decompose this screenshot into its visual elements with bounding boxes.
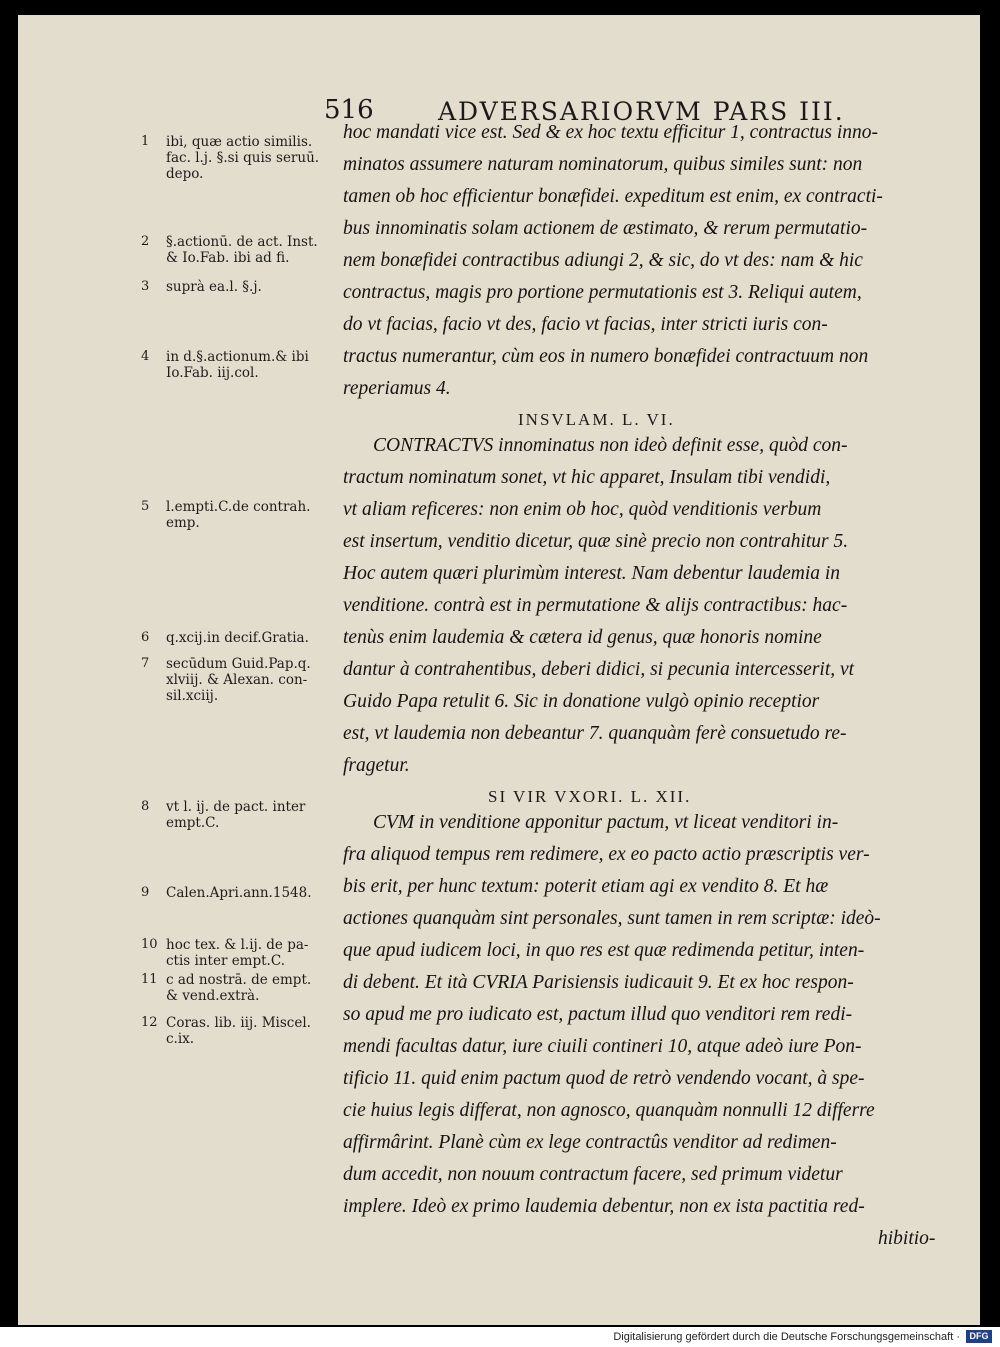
section-heading: INSVLAM. L. VI. [518,410,675,429]
text-line: bus innominatis solam actionem de æstimato, & rerum permutatio- [343,218,868,239]
text-line: dum accedit, non nouum contractum facere, sed primum videtur [343,1164,843,1185]
text-line: minatos assumere naturam nominatorum, quibus similes sunt: non [343,154,863,175]
text-line: est, vt laudemia non debeantur 7. quanquàm ferè consuetudo re- [343,723,847,744]
text-line: do vt facias, facio vt des, facio vt facias, inter stricti iuris con- [343,314,828,335]
text-line: Hoc autem quæri plurimùm interest. Nam debentur laudemia in [343,563,841,584]
text-line: fragetur. [343,755,410,776]
section-heading: SI VIR VXORI. L. XII. [488,787,692,806]
running-title: ADVERSARIORVM PARS III. [438,97,845,126]
text-line: CONTRACTVS innominatus non ideò definit esse, quòd con- [373,435,848,456]
text-line: reperiamus 4. [343,378,451,399]
text-line: CVM in venditione apponitur pactum, vt liceat venditori in- [373,812,839,833]
footer-bar [0,1327,1000,1347]
text-line: fra aliquod tempus rem redimere, ex eo pacto actio præscriptis ver- [343,844,870,865]
text-line: cie huius legis differat, non agnosco, quanquàm nonnulli 12 differre [343,1100,875,1121]
text-line: dantur à contrahentibus, deberi didici, si pecunia intercesserit, vt [343,659,855,680]
text-line: tificio 11. quid enim pactum quod de retrò vendendo vocant, à spe- [343,1068,865,1089]
text-line: tenùs enim laudemia & cætera id genus, quæ honoris nomine [343,627,822,648]
text-line: hibitio- [878,1228,936,1249]
book-page: 516 ADVERSARIORVM PARS III. 1 ibi, quæ actio similis. fac. l.j. §.si quis seruū. depo. 2 §.actionū. de act. Inst. & Io.Fab. ibi ad fi. 3 suprà ea.l. §.j. 4 in d.§.actionum.& ibi Io.Fab. iij.col. 5 l.empti.C.de contrah. emp. 6 q.xcij.in decif.Gratia. 7 secūdum Guid.Pap.q. xlviij. & Alexan. con- sil.xciij. 8 vt l. ij. de pact. inter empt.C. 9 Calen.Apri.ann.1548. 10 hoc tex. & l.ij. de pa- ctis inter empt.C. 11 c ad nostrā. de empt. & vend.extrà. 12 Coras. lib. iij. Miscel. c.ix. hoc mandati vice est. Sed & ex hoc textu efficitur 1, contractus inno- minatos assumere naturam nominatorum, quibus similes sunt: non tamen ob hoc efficientur bonæfidei. expeditum est enim, ex contracti- bus innominatis solam actionem de æstimato, & rerum permutatio- nem bonæfidei contractibus adiungi 2, & sic, do vt des: nam & hic contractus, magis pro portione permutationis est 3. Reliqui autem, do vt facias, facio vt des, facio vt facias, inter stricti iuris con- tractus numerantur, cùm eos in numero bonæfidei contractuum non reperiamus 4. INSVLAM. L. VI. CONTRACTVS innominatus non ideò definit esse, quòd con- tractum nominatum sonet, vt hic apparet, Insulam tibi vendidi, vt aliam reficeres: non enim ob hoc, quòd venditionis verbum est insertum, venditio dicetur, quæ sinè precio non contrahitur 5. Hoc autem quæri plurimùm interest. Nam debentur laudemia in venditione. contrà est in permutatione & alijs contractibus: hac- tenùs enim laudemia & cætera id genus, quæ honoris nomine dantur à contrahentibus, deberi didici, si pecunia intercesserit, vt Guido Papa retulit 6. Sic in donatione vulgò opinio receptior est, vt laudemia non debeantur 7. quanquàm ferè consuetudo re- fragetur. SI VIR VXORI. L. XII. CVM in venditione apponitur pactum, vt liceat venditori in- fra aliquod tempus rem redimere, ex eo pacto actio præscriptis ver- bis erit, per hunc textum: poterit etiam agi ex vendito 8. Et hæ actiones quanquàm sint personales, sunt tamen in rem scriptæ: ideò- que apud iudicem loci, in quo res est quæ redimenda petitur, inten- di debent. Et ità CVRIA Parisiensis iudicauit 9. Et ex hoc respon- so apud me pro iudicato est, pactum illud quo venditori rem redi- mendi facultas datur, iure ciuili contineri 10, atque adeò iure Pon- tificio 11. quid enim pactum quod de retrò vendendo vocant, à spe- cie huius legis differat, non agnosco, quanquàm nonnulli 12 differre affirmârint. Planè cùm ex lege contractûs venditor ad redimen- dum accedit, non nouum contractum facere, sed primum videtur implere. Ideò ex primo laudemia debentur, non ex ista pactitia red- hibitio- [18,15,980,1325]
dfg-logo: DFG [966,1330,992,1343]
text-line: que apud iudicem loci, in quo res est quæ redimenda petitur, inten- [343,940,865,961]
text-line: tractus numerantur, cùm eos in numero bonæfidei contractuum non [343,346,869,367]
text-line: bis erit, per hunc textum: poterit etiam agi ex vendito 8. Et hæ [343,876,829,897]
text-line: affirmârint. Planè cùm ex lege contractûs venditor ad redimen- [343,1132,837,1153]
text-line: di debent. Et ità CVRIA Parisiensis iudicauit 9. Et ex hoc respon- [343,972,854,993]
text-line: est insertum, venditio dicetur, quæ sinè precio non contrahitur 5. [343,531,849,552]
text-line: implere. Ideò ex primo laudemia debentur, non ex ista pactitia red- [343,1196,865,1217]
text-line: vt aliam reficeres: non enim ob hoc, quòd venditionis verbum [343,499,822,520]
text-line: tamen ob hoc efficientur bonæfidei. expeditum est enim, ex contracti- [343,186,883,207]
page-number: 516 [324,95,374,125]
digitization-credit: Digitalisierung gefördert durch die Deutsche Forschungsgemeinschaft · [613,1331,960,1343]
text-line: contractus, magis pro portione permutationis est 3. Reliqui autem, [343,282,862,303]
text-line: mendi facultas datur, iure ciuili contineri 10, atque adeò iure Pon- [343,1036,862,1057]
text-line: so apud me pro iudicato est, pactum illud quo venditori rem redi- [343,1004,853,1025]
text-line: Guido Papa retulit 6. Sic in donatione vulgò opinio receptior [343,691,820,712]
text-line: tractum nominatum sonet, vt hic apparet, Insulam tibi vendidi, [343,467,831,488]
text-line: nem bonæfidei contractibus adiungi 2, & sic, do vt des: nam & hic [343,250,863,271]
text-line: hoc mandati vice est. Sed & ex hoc textu efficitur 1, contractus inno- [343,122,879,143]
text-line: venditione. contrà est in permutatione & alijs contractibus: hac- [343,595,848,616]
text-line: actiones quanquàm sint personales, sunt tamen in rem scriptæ: ideò- [343,908,881,929]
